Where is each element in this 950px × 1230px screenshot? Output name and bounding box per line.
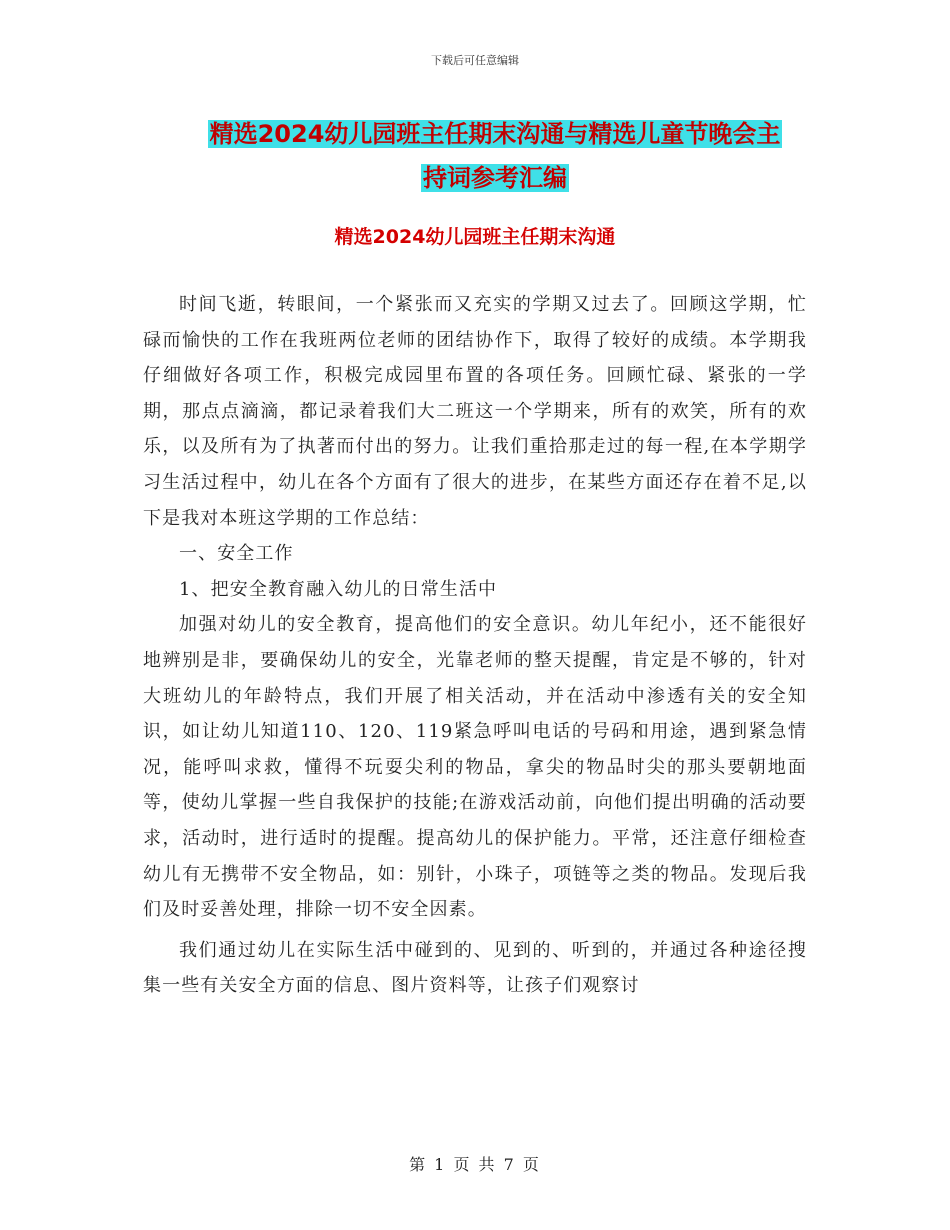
document-body	[143, 287, 807, 1004]
subheading-safety-education: 1、把安全教育融入幼儿的日常生活中	[179, 578, 498, 600]
page-number-footer: 第 1 页 共 7 页	[409, 1155, 541, 1174]
paragraph-safety-details: 加强对幼儿的安全教育，提高他们的安全意识。幼儿年纪小，还不能很好地辨别是非，要确保幼儿的安全，光靠老师的整天提醒，肯定是不够的，针对大班幼儿的年龄特点，我们开展了相关活动，并在活动中渗透有关的安全知识，如让幼儿知道110、120、119紧急呼叫电话的号码和用途，遇到紧急情况，能呼叫求救，懂得不玩耍尖利的物品，拿尖的物品时尖的那头要朝地面等，使幼儿掌握一些自我保护的技能;在游戏活动前，向他们提出明确的活动要求，活动时，进行适时的提醒。提高幼儿的保护能力。平常，还注意仔细检查幼儿有无携带不安全物品，如：别针，小珠子，项链等之类的物品。发现后我们及时妥善处理，排除一切不安全因素。	[143, 614, 807, 921]
document-title-line1: 精选2024幼儿园班主任期末沟通与精选儿童节晚会主	[209, 120, 781, 148]
header-note: 下载后可任意编辑	[431, 54, 519, 67]
heading-safety-work: 一、安全工作	[179, 543, 294, 565]
section-title: 精选2024幼儿园班主任期末沟通	[334, 226, 616, 248]
paragraph-safety-info: 我们通过幼儿在实际生活中碰到的、见到的、听到的，并通过各种途径搜集一些有关安全方面的信息、图片资料等，让孩子们观察讨	[143, 939, 807, 997]
document-title	[180, 112, 810, 200]
document-title-line2: 持词参考汇编	[423, 164, 567, 192]
paragraph-intro: 时间飞逝，转眼间，一个紧张而又充实的学期又过去了。回顾这学期，忙碌而愉快的工作在我班两位老师的团结协作下，取得了较好的成绩。本学期我仔细做好各项工作，积极完成园里布置的各项任务。回顾忙碌、紧张的一学期，那点点滴滴，都记录着我们大二班这一个学期来，所有的欢笑，所有的欢乐，以及所有为了执著而付出的努力。让我们重拾那走过的每一程,在本学期学习生活过程中，幼儿在各个方面有了很大的进步，在某些方面还存在着不足,以下是我对本班这学期的工作总结：	[143, 294, 807, 529]
